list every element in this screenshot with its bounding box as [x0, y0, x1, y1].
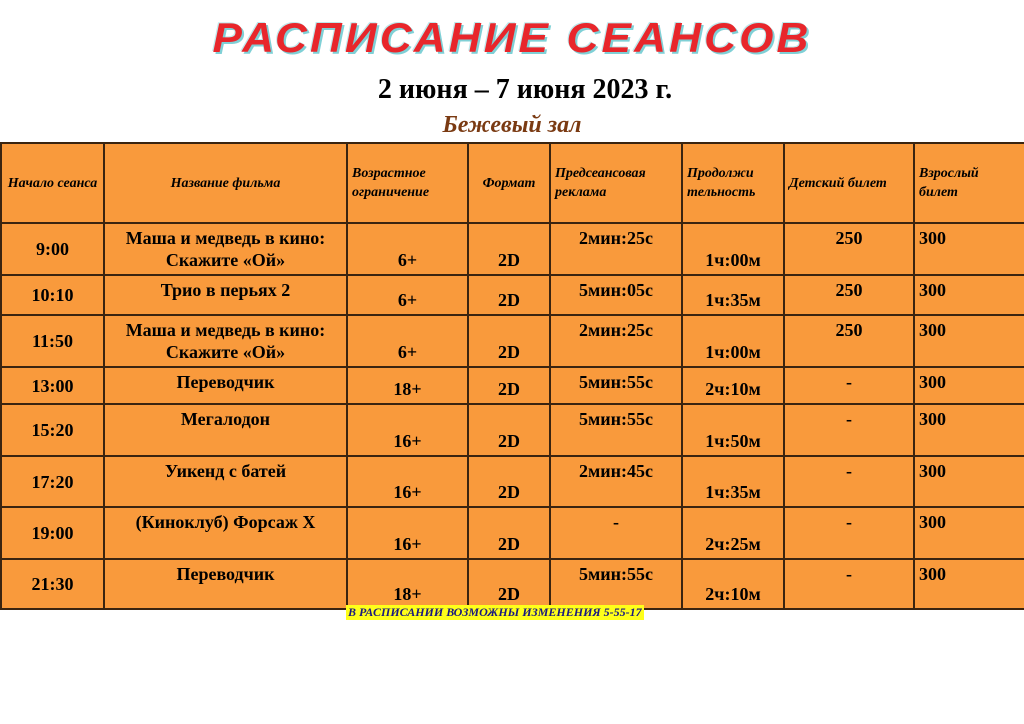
pre-show-ads: 5мин:55с — [550, 559, 682, 609]
format: 2D — [468, 507, 550, 559]
child-price: 250 — [784, 223, 914, 275]
adult-price: 300 — [914, 404, 1024, 456]
age-rating: 6+ — [347, 275, 468, 315]
age-rating: 16+ — [347, 404, 468, 456]
child-price: - — [784, 367, 914, 404]
pre-show-ads: 5мин:55с — [550, 367, 682, 404]
adult-price: 300 — [914, 275, 1024, 315]
child-price: - — [784, 404, 914, 456]
header-ads: Предсеансовая реклама — [550, 143, 682, 223]
adult-price: 300 — [914, 367, 1024, 404]
film-title: Уикенд с батей — [104, 456, 347, 507]
header-duration: Продолжи тельность — [682, 143, 784, 223]
table-row — [1, 223, 1024, 275]
table-row — [1, 367, 1024, 404]
adult-price: 300 — [914, 559, 1024, 609]
film-title: Переводчик — [104, 559, 347, 609]
session-time: 15:20 — [1, 404, 104, 456]
session-time: 13:00 — [1, 367, 104, 404]
pre-show-ads: - — [550, 507, 682, 559]
table-row — [1, 404, 1024, 456]
child-price: 250 — [784, 275, 914, 315]
header-start: Начало сеанса — [1, 143, 104, 223]
date-range: 2 июня – 7 июня 2023 г. — [377, 74, 673, 105]
child-price: - — [784, 559, 914, 609]
age-rating: 6+ — [347, 315, 468, 367]
hall-name: Бежевый зал — [442, 112, 582, 138]
pre-show-ads: 2мин:25с — [550, 315, 682, 367]
age-rating: 18+ — [347, 559, 468, 609]
format: 2D — [468, 315, 550, 367]
format: 2D — [468, 559, 550, 609]
film-title: Переводчик — [104, 367, 347, 404]
duration: 1ч:00м — [682, 223, 784, 275]
session-time: 11:50 — [1, 315, 104, 367]
pre-show-ads: 2мин:25с — [550, 223, 682, 275]
format: 2D — [468, 404, 550, 456]
adult-price: 300 — [914, 507, 1024, 559]
adult-price: 300 — [914, 456, 1024, 507]
schedule-table — [0, 142, 1024, 610]
table-row — [1, 456, 1024, 507]
duration: 2ч:25м — [682, 507, 784, 559]
film-title: Трио в перьях 2 — [104, 275, 347, 315]
film-title: Мегалодон — [104, 404, 347, 456]
table-row — [1, 507, 1024, 559]
format: 2D — [468, 456, 550, 507]
header-row — [1, 143, 1024, 223]
session-time: 21:30 — [1, 559, 104, 609]
adult-price: 300 — [914, 223, 1024, 275]
header-format: Формат — [468, 143, 550, 223]
duration: 1ч:50м — [682, 404, 784, 456]
duration: 2ч:10м — [682, 559, 784, 609]
child-price: 250 — [784, 315, 914, 367]
age-rating: 6+ — [347, 223, 468, 275]
duration: 2ч:10м — [682, 367, 784, 404]
duration: 1ч:35м — [682, 275, 784, 315]
table-row — [1, 315, 1024, 367]
format: 2D — [468, 367, 550, 404]
header-film: Название фильма — [104, 143, 347, 223]
adult-price: 300 — [914, 315, 1024, 367]
age-rating: 16+ — [347, 456, 468, 507]
table-row — [1, 275, 1024, 315]
header-age: Возрастное ограничение — [347, 143, 468, 223]
duration: 1ч:35м — [682, 456, 784, 507]
pre-show-ads: 5мин:55с — [550, 404, 682, 456]
schedule-change-note: В РАСПИСАНИИ ВОЗМОЖНЫ ИЗМЕНЕНИЯ 5-55-17 — [348, 605, 642, 619]
film-title: (Киноклуб) Форсаж Х — [104, 507, 347, 559]
film-title: Маша и медведь в кино: Скажите «Ой» — [104, 315, 347, 367]
page-title: РАСПИСАНИЕ СЕАНСОВ — [212, 14, 812, 61]
child-price: - — [784, 456, 914, 507]
format: 2D — [468, 275, 550, 315]
header-child-ticket: Детский билет — [784, 143, 914, 223]
age-rating: 18+ — [347, 367, 468, 404]
header-adult-ticket: Взрослый билет — [914, 143, 1024, 223]
age-rating: 16+ — [347, 507, 468, 559]
session-time: 19:00 — [1, 507, 104, 559]
table-row — [1, 559, 1024, 609]
film-title: Маша и медведь в кино: Скажите «Ой» — [104, 223, 347, 275]
session-time: 17:20 — [1, 456, 104, 507]
format: 2D — [468, 223, 550, 275]
child-price: - — [784, 507, 914, 559]
session-time: 9:00 — [1, 223, 104, 275]
pre-show-ads: 2мин:45с — [550, 456, 682, 507]
session-time: 10:10 — [1, 275, 104, 315]
pre-show-ads: 5мин:05с — [550, 275, 682, 315]
duration: 1ч:00м — [682, 315, 784, 367]
